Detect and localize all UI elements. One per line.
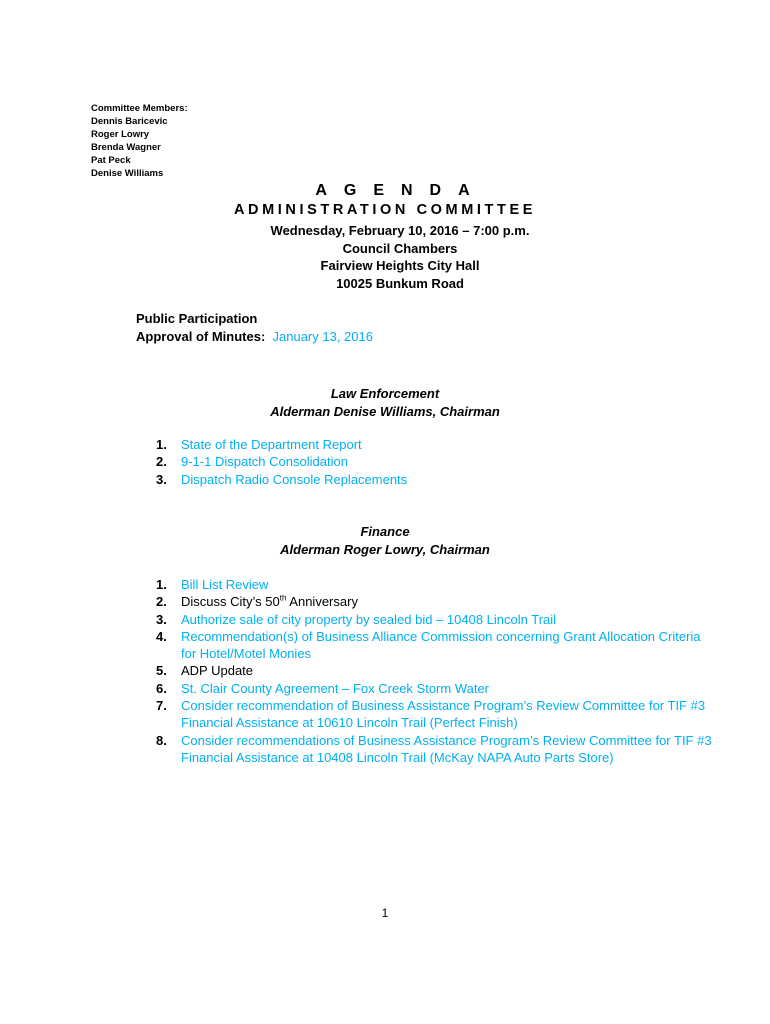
section-chair: Alderman Roger Lowry, Chairman	[280, 541, 490, 557]
meeting-info	[200, 222, 600, 292]
list-item: 8. Consider recommendations of Business Assistance Program’s Review Committee for TIF #3 Financial Assistance at 10408 Lincoln Trail (McKay NAPA Auto Parts Store)	[156, 732, 712, 765]
list-item: 1. State of the Department Report	[156, 437, 362, 452]
agenda-item-text: Discuss City’s 50th Anniversary	[181, 593, 358, 610]
finance-list	[156, 576, 716, 766]
agenda-item-link[interactable]: Bill List Review	[181, 577, 269, 592]
law-enforcement-list	[156, 436, 716, 488]
section-title: Finance	[360, 524, 410, 539]
committee-member: Denise Williams	[91, 168, 164, 179]
section-chair: Alderman Denise Williams, Chairman	[270, 403, 500, 419]
committee-heading: Committee Members:	[91, 103, 188, 114]
list-item: 2. 9-1-1 Dispatch Consolidation	[156, 454, 348, 470]
list-item: 6. St. Clair County Agreement – Fox Creek Storm Water	[156, 680, 490, 696]
committee-member: Pat Peck	[91, 155, 131, 166]
list-item: 2. Discuss City’s 50th Anniversary	[156, 593, 358, 610]
list-item: 5. ADP Update	[156, 663, 254, 679]
committee-title: ADMINISTRATION COMMITTEE	[233, 202, 536, 218]
committee-member: Brenda Wagner	[91, 142, 161, 153]
meeting-building: Fairview Heights City Hall	[320, 258, 480, 273]
law-enforcement-section-header	[0, 385, 770, 420]
agenda-item-link[interactable]: Authorize sale of city property by sealed bid – 10408 Lincoln Trail	[181, 611, 557, 627]
finance-section-header	[0, 523, 770, 558]
meeting-address: 10025 Bunkum Road	[336, 275, 464, 291]
list-item: 7. Consider recommendation of Business Assistance Program’s Review Committee for TIF #3 Financial Assistance at 10610 Lincoln Trail (Perfect Finish)	[156, 698, 706, 731]
agenda-item-link[interactable]: State of the Department Report	[181, 437, 362, 452]
preliminary-items	[136, 310, 373, 345]
minutes-label: Approval of Minutes:	[136, 328, 266, 344]
agenda-item-link[interactable]: St. Clair County Agreement – Fox Creek Storm Water	[181, 680, 490, 696]
minutes-date-link[interactable]: January 13, 2016	[272, 328, 373, 344]
public-participation: Public Participation	[136, 311, 258, 326]
list-item: 3. Dispatch Radio Console Replacements	[156, 471, 408, 487]
agenda-item-link[interactable]: Consider recommendations of Business Assistance Program’s Review Committee for TIF #3 Financial Assistance at 10408 Lincoln Trail (McKay NAPA Auto Parts Store)	[181, 732, 712, 765]
section-title: Law Enforcement	[330, 386, 440, 401]
agenda-item-link[interactable]: Recommendation(s) of Business Alliance Commission concerning Grant Allocation Criteria for Hotel/Motel Monies	[181, 628, 701, 662]
list-item: 3. Authorize sale of city property by sealed bid – 10408 Lincoln Trail	[156, 611, 557, 627]
meeting-datetime: Wednesday, February 10, 2016 – 7:00 p.m.	[270, 223, 530, 238]
list-item: 1. Bill List Review	[156, 577, 269, 592]
agenda-item-link[interactable]: 9-1-1 Dispatch Consolidation	[181, 454, 348, 470]
agenda-item-link[interactable]: Consider recommendation of Business Assistance Program’s Review Committee for TIF #3 Financial Assistance at 10610 Lincoln Trail (Perfect Finish)	[181, 698, 706, 731]
page-number: 1	[381, 906, 389, 920]
agenda-item-link[interactable]: Dispatch Radio Console Replacements	[181, 471, 408, 487]
list-item: 4. Recommendation(s) of Business Alliance Commission concerning Grant Allocation Criteria for Hotel/Motel Monies	[156, 628, 701, 662]
committee-member: Roger Lowry	[91, 129, 150, 140]
meeting-room: Council Chambers	[342, 240, 458, 256]
committee-members	[91, 102, 188, 180]
agenda-title: AGENDA	[315, 182, 487, 199]
agenda-item-text: ADP Update	[181, 663, 254, 679]
committee-member: Dennis Baricevic	[91, 116, 168, 127]
